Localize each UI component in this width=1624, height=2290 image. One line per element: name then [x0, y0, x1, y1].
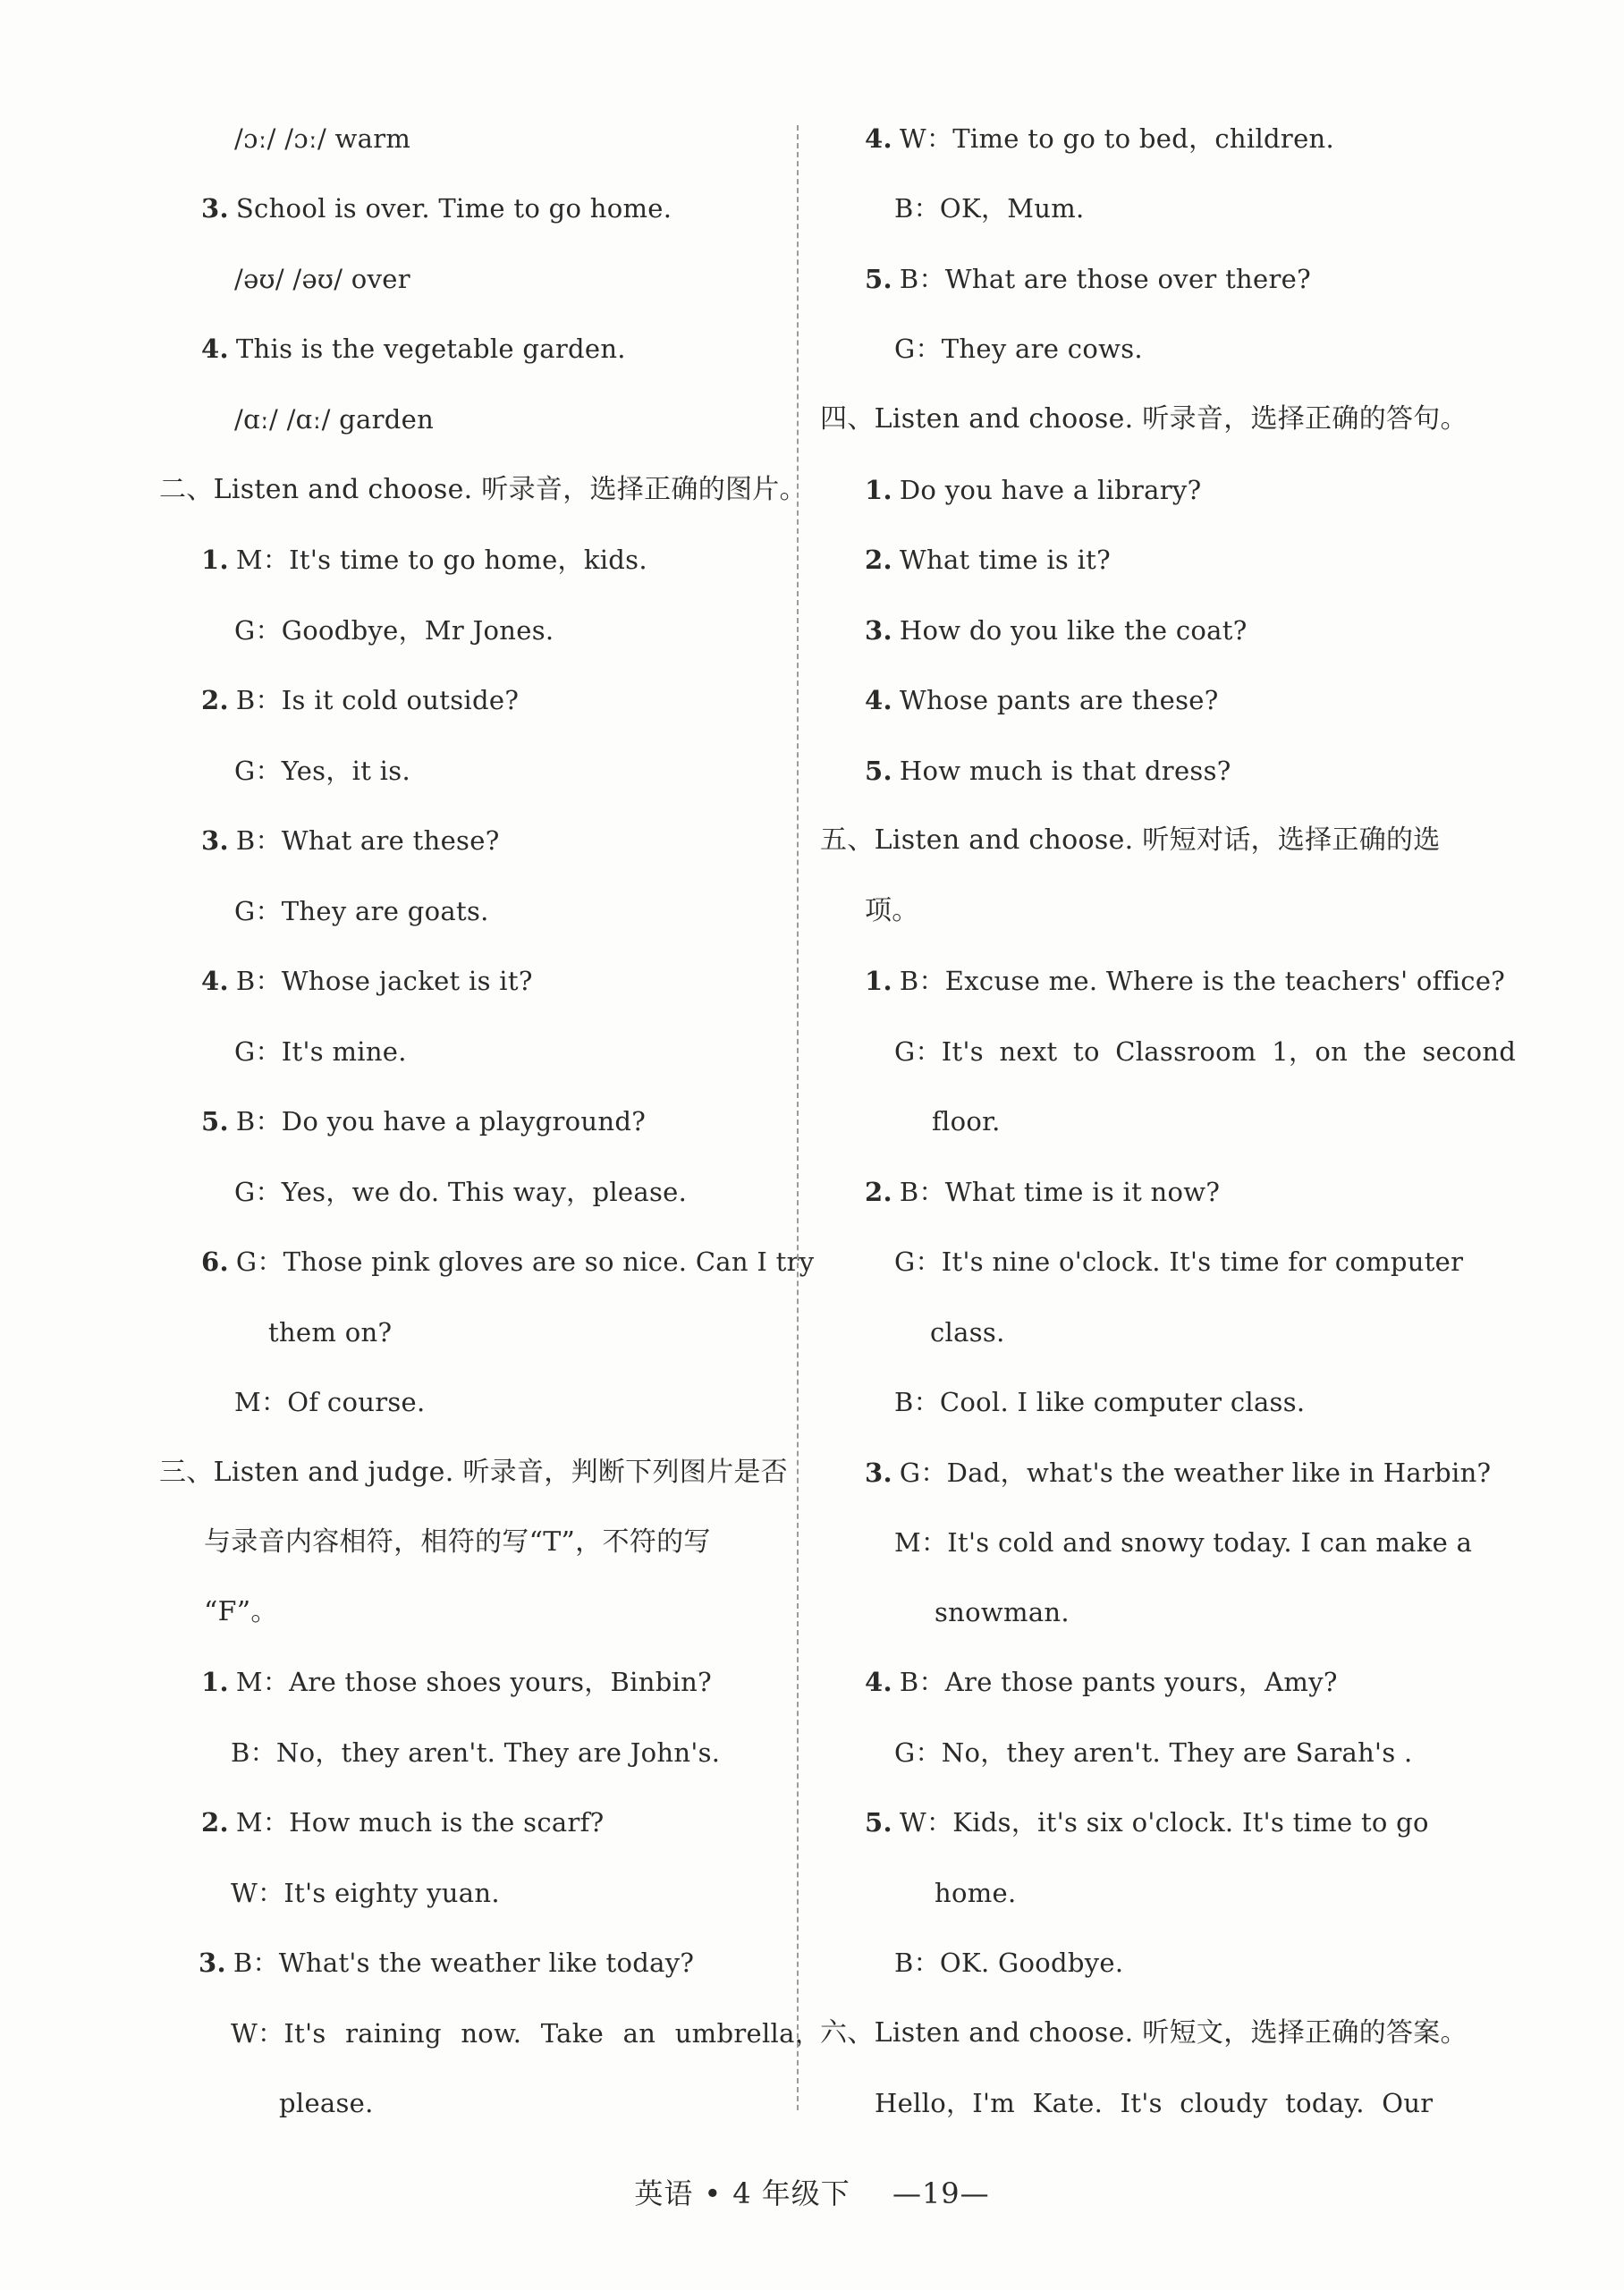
item-text: B：What are those over there?: [899, 264, 1311, 294]
dialogue-line: B：No，they aren't. They are John's.: [231, 1737, 721, 1768]
footer-grade: 4 年级下: [732, 2176, 850, 2210]
item-text: W：Time to go to bed，children.: [899, 123, 1335, 154]
list-item: [201, 1804, 605, 1840]
item-text: M：How much is the scarf?: [235, 1807, 605, 1838]
item-text: B：What time is it now?: [899, 1177, 1221, 1207]
item-text: Whose pants are these?: [899, 685, 1219, 715]
column-divider: [797, 125, 799, 2110]
dialogue-line: them on?: [268, 1317, 393, 1348]
item-text: B：Are those pants yours，Amy?: [899, 1667, 1338, 1697]
item-text: B：Excuse me. Where is the teachers' office?: [899, 966, 1506, 996]
section-heading-5: 五、Listen and choose. 听短对话，选择正确的选: [820, 824, 1441, 856]
list-item: [201, 331, 626, 367]
section-heading-3-cont: “F”。: [204, 1596, 278, 1627]
item-number: 2.: [865, 545, 892, 575]
list-item: [865, 1804, 1429, 1840]
section-heading-2: 二、Listen and choose. 听录音，选择正确的图片。: [159, 474, 807, 505]
item-text: Do you have a library?: [899, 475, 1202, 505]
item-number: 1.: [201, 1667, 229, 1697]
list-item: [865, 542, 1111, 578]
page-footer: [0, 2171, 1624, 2212]
list-item: [199, 1945, 694, 1981]
list-item: [201, 1244, 815, 1280]
dialogue-line: B：Cool. I like computer class.: [894, 1387, 1306, 1417]
dialogue-line: G：They are cows.: [894, 334, 1143, 364]
item-text: B：What are these?: [235, 825, 500, 856]
dialogue-line: M：It's cold and snowy today. I can make a: [894, 1527, 1473, 1558]
item-number: 3.: [201, 825, 229, 856]
item-number: 6.: [201, 1246, 229, 1277]
item-number: 1.: [865, 966, 892, 996]
item-number: 3.: [201, 193, 229, 224]
footer-subject: 英语: [634, 2176, 694, 2210]
list-item: [865, 682, 1219, 718]
item-number: 5.: [865, 756, 892, 786]
item-number: 4.: [865, 123, 892, 154]
list-item: [201, 963, 533, 999]
list-item: [865, 121, 1334, 156]
item-number: 2.: [865, 1177, 892, 1207]
item-number: 3.: [865, 615, 892, 646]
section-heading-3-cont: 与录音内容相符，相符的写“T”，不符的写: [204, 1526, 711, 1558]
item-number: 1.: [201, 545, 229, 575]
dialogue-line: G：It's mine.: [234, 1036, 407, 1067]
list-item: [201, 1103, 646, 1139]
item-text: B：Is it cold outside?: [235, 685, 520, 715]
list-item: [865, 963, 1505, 999]
dialogue-line: B：OK. Goodbye.: [894, 1948, 1124, 1978]
section-heading-3: 三、Listen and judge. 听录音，判断下列图片是否: [159, 1457, 788, 1488]
item-text: B：Do you have a playground?: [235, 1106, 647, 1137]
passage-line: Hello，I'm Kate. It's cloudy today. Our: [875, 2088, 1434, 2118]
dialogue-line: class.: [930, 1317, 1005, 1348]
item-number: 3.: [199, 1948, 226, 1978]
list-item: [201, 823, 500, 858]
section-heading-6: 六、Listen and choose. 听短文，选择正确的答案。: [820, 2017, 1468, 2049]
item-number: 1.: [865, 475, 892, 505]
item-text: M：It's time to go home，kids.: [235, 545, 647, 575]
item-text: School is over. Time to go home.: [235, 193, 672, 224]
dialogue-line: G：It's nine o'clock. It's time for computer: [894, 1246, 1464, 1277]
page-number: —19—: [892, 2176, 990, 2210]
phonetic-line: /ɔː/ /ɔː/ warm: [234, 123, 411, 154]
list-item: [865, 472, 1201, 508]
item-text: What time is it?: [899, 545, 1111, 575]
item-number: 4.: [201, 334, 229, 364]
item-text: G：Those pink gloves are so nice. Can I try: [235, 1246, 815, 1277]
dialogue-line: B：OK，Mum.: [894, 193, 1085, 224]
dialogue-line: W：It's eighty yuan.: [231, 1878, 500, 1908]
phonetic-line: /əʊ/ /əʊ/ over: [234, 264, 410, 294]
item-number: 5.: [201, 1106, 229, 1137]
dialogue-line: G：Yes，we do. This way，please.: [234, 1177, 688, 1207]
list-item: [865, 1174, 1220, 1210]
item-number: 4.: [201, 966, 229, 996]
dialogue-line: G：They are goats.: [234, 896, 489, 926]
dialogue-line: please.: [279, 2088, 374, 2118]
item-text: How do you like the coat?: [899, 615, 1248, 646]
item-number: 2.: [201, 685, 229, 715]
dialogue-line: M：Of course.: [234, 1387, 426, 1417]
item-number: 5.: [865, 264, 892, 294]
item-text: How much is that dress?: [899, 756, 1231, 786]
item-text: M：Are those shoes yours，Binbin?: [235, 1667, 712, 1697]
dialogue-line: G：It's next to Classroom 1，on the second: [894, 1036, 1517, 1067]
dialogue-line: G：No，they aren't. They are Sarah's .: [894, 1737, 1413, 1768]
list-item: [865, 1455, 1491, 1491]
list-item: [201, 1664, 712, 1700]
dialogue-line: home.: [935, 1878, 1017, 1908]
dialogue-line: W：It's raining now. Take an umbrella，: [231, 2018, 822, 2049]
item-number: 4.: [865, 1667, 892, 1697]
list-item: [865, 261, 1311, 297]
item-text: B：What's the weather like today?: [233, 1948, 695, 1978]
item-text: W：Kids，it's six o'clock. It's time to go: [899, 1807, 1429, 1838]
section-heading-4: 四、Listen and choose. 听录音，选择正确的答句。: [820, 403, 1468, 435]
item-text: This is the vegetable garden.: [235, 334, 626, 364]
list-item: [865, 613, 1248, 648]
list-item: [201, 190, 672, 226]
list-item: [201, 542, 647, 578]
item-number: 4.: [865, 685, 892, 715]
item-text: G：Dad，what's the weather like in Harbin?: [899, 1458, 1492, 1488]
item-text: B：Whose jacket is it?: [235, 966, 533, 996]
list-item: [865, 753, 1231, 789]
footer-dot: •: [704, 2176, 723, 2210]
item-number: 3.: [865, 1458, 892, 1488]
phonetic-line: /ɑː/ /ɑː/ garden: [234, 404, 435, 435]
dialogue-line: G：Yes，it is.: [234, 756, 410, 786]
item-number: 2.: [201, 1807, 229, 1838]
dialogue-line: floor.: [932, 1106, 1001, 1137]
list-item: [201, 682, 519, 718]
dialogue-line: snowman.: [935, 1597, 1070, 1627]
section-heading-5-cont: 项。: [865, 895, 919, 926]
item-number: 5.: [865, 1807, 892, 1838]
list-item: [865, 1664, 1338, 1700]
dialogue-line: G：Goodbye，Mr Jones.: [234, 615, 554, 646]
